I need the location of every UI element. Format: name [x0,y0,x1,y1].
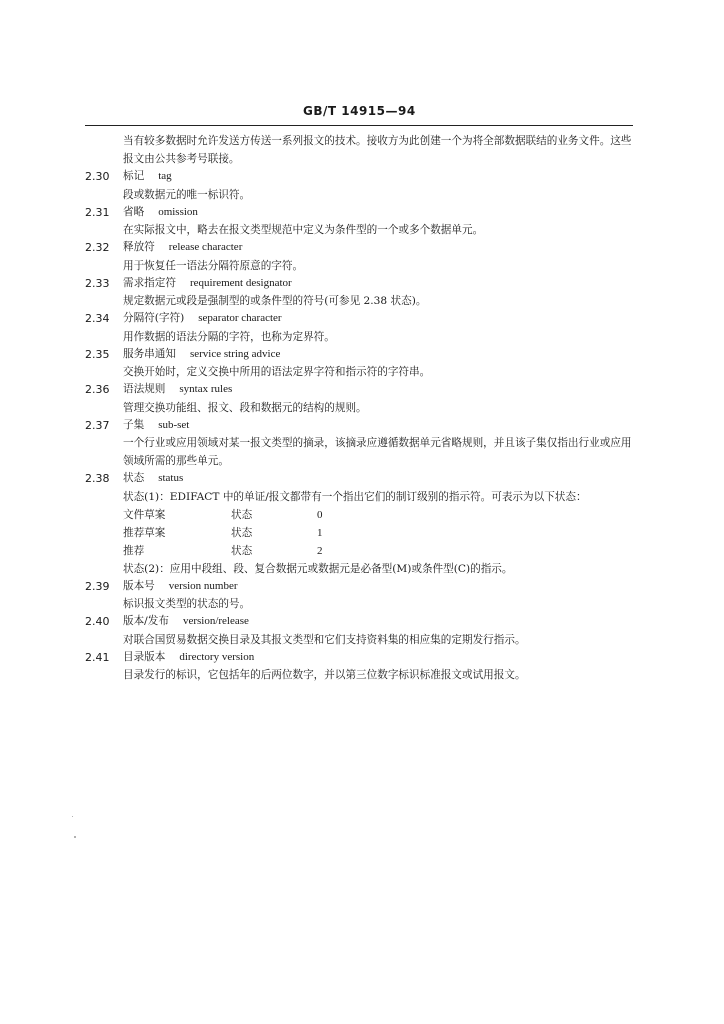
term-entry [85,239,633,275]
term-chinese-name: 目录版本 [123,650,166,663]
term-entry [85,346,633,382]
term-heading-row [85,381,633,399]
standard-code-header: GB/T 14915—94 [303,104,416,118]
term-entry [85,417,633,471]
term-heading-row [85,649,633,667]
term-heading [123,578,238,596]
term-number: 2.30 [85,170,110,183]
term-heading-row [85,578,633,596]
status-cell: 状态 [231,508,253,521]
term-chinese-name: 标记 [123,170,145,182]
term-number: 2.36 [85,383,110,396]
status-row [123,506,323,524]
term-entry [85,578,633,614]
status-cell: 推荐草案 [123,526,166,539]
term-heading-row [85,470,633,488]
term-definition: 用于恢复任一语法分隔符原意的字符。 [123,259,304,272]
term-heading-row [85,204,633,222]
term-list [85,168,633,684]
term-heading [123,204,198,222]
term-chinese-name: 语法规则 [123,383,166,395]
term-entry [85,275,633,311]
term-number: 2.33 [85,276,110,290]
term-heading-row [85,613,633,631]
term-definition: 管理交换功能组、报文、段和数据元的结构的规则。 [123,401,367,414]
term-heading [123,168,172,186]
term-heading-row [85,239,633,257]
term-heading-row [85,275,633,293]
term-number: 2.40 [85,615,110,628]
term-definition: 一个行业或应用领域对某一报文类型的摘录，该摘录应遵循数据单元省略规则，并且该子集仅指出行业或应用领域所需的那些单元。 [123,437,632,467]
term-number: 2.31 [85,205,110,219]
term-number: 2.34 [85,312,110,325]
term-heading [123,310,282,328]
term-number: 2.37 [85,418,110,432]
term-english-name: syntax rules [179,383,233,395]
term-heading [123,239,242,257]
term-heading-row [85,417,633,435]
term-heading-row [85,346,633,364]
term-english-name: version number [168,579,238,592]
term-definition: 目录发行的标识，它包括年的后两位数字，并以第三位数字标识标准报文或试用报文。 [123,669,526,681]
term-heading [123,381,232,399]
term-english-name: requirement designator [189,276,292,289]
term-definition: 标识报文类型的状态的号。 [123,598,251,610]
term-definition: 规定数据元或段是强制型的或条件型的符号(可参见 2.38 状态)。 [123,295,427,307]
term-definition: 对联合国贸易数据交换目录及其报文类型和它们支持资料集的相应集的定期发行指示。 [123,633,526,646]
term-entry [85,649,633,685]
status-table [123,506,323,560]
term-heading-row [85,310,633,328]
term-number: 2.35 [85,347,110,361]
term-chinese-name: 需求指定符 [123,276,176,289]
term-chinese-name: 省略 [123,205,145,218]
term-heading [123,346,280,364]
status-cell: 文件草案 [123,508,166,521]
term-number: 2.38 [85,472,110,485]
header-rule [85,125,633,126]
term-entry [85,613,633,649]
term-heading [123,470,183,488]
term-heading [123,613,249,631]
term-english-name: tag [158,170,172,182]
term-heading [123,649,254,667]
term-english-name: sub-set [158,418,190,431]
document-body [85,132,633,684]
term-definition: 段或数据元的唯一标识符。 [123,188,251,201]
status-cell: 0 [317,508,323,521]
term-chinese-name: 版本/发布 [123,615,169,627]
term-heading-row [85,168,633,186]
term-number: 2.39 [85,579,110,593]
term-heading [123,417,189,435]
term-chinese-name: 版本号 [123,579,155,592]
term-chinese-name: 子集 [123,418,145,431]
status-cell: 推荐 [123,544,145,557]
term-english-name: release character [168,241,243,253]
status-cell: 2 [317,544,323,557]
term-definition: 状态(2)：应用中段组、段、复合数据元或数据元是必备型(M)或条件型(C)的指示。 [123,562,513,575]
status-cell: 状态 [231,526,253,539]
term-entry [85,381,633,417]
term-chinese-name: 服务串通知 [123,347,176,360]
term-entry [85,204,633,240]
term-english-name: omission [158,205,198,218]
term-definition: 用作数据的语法分隔的字符，也称为定界符。 [123,330,335,343]
term-chinese-name: 释放符 [123,241,155,253]
term-english-name: version/release [182,615,249,627]
term-english-name: status [158,472,184,484]
term-number: 2.41 [85,650,110,664]
scan-speck [72,816,73,817]
term-english-name: separator character [198,312,282,324]
status-row [123,524,323,542]
intro-paragraph: 当有较多数据时允许发送方传送一系列报文的技术。接收方为此创建一个为将全部数据联结的业务文件。这些报文由公共参考号联接。 [123,135,632,165]
term-entry [85,470,633,578]
status-cell: 状态 [231,544,253,557]
term-definition: 交换开始时，定义交换中所用的语法定界字符和指示符的字符串。 [123,366,431,378]
term-entry [85,168,633,204]
term-chinese-name: 状态 [123,472,145,484]
term-definition: 在实际报文中，略去在报文类型规范中定义为条件型的一个或多个数据单元。 [123,224,484,236]
term-english-name: directory version [179,650,255,663]
term-number: 2.32 [85,241,110,254]
status-row [123,542,323,560]
term-chinese-name: 分隔符(字符) [123,312,185,324]
term-heading [123,275,292,293]
scan-speck [74,836,76,838]
term-english-name: service string advice [189,347,281,360]
term-definition: 状态(1)：EDIFACT 中的单证/报文都带有一个指出它们的制订级别的指示符。可表示为以下状态： [123,490,587,503]
status-cell: 1 [317,526,323,539]
term-entry [85,310,633,346]
